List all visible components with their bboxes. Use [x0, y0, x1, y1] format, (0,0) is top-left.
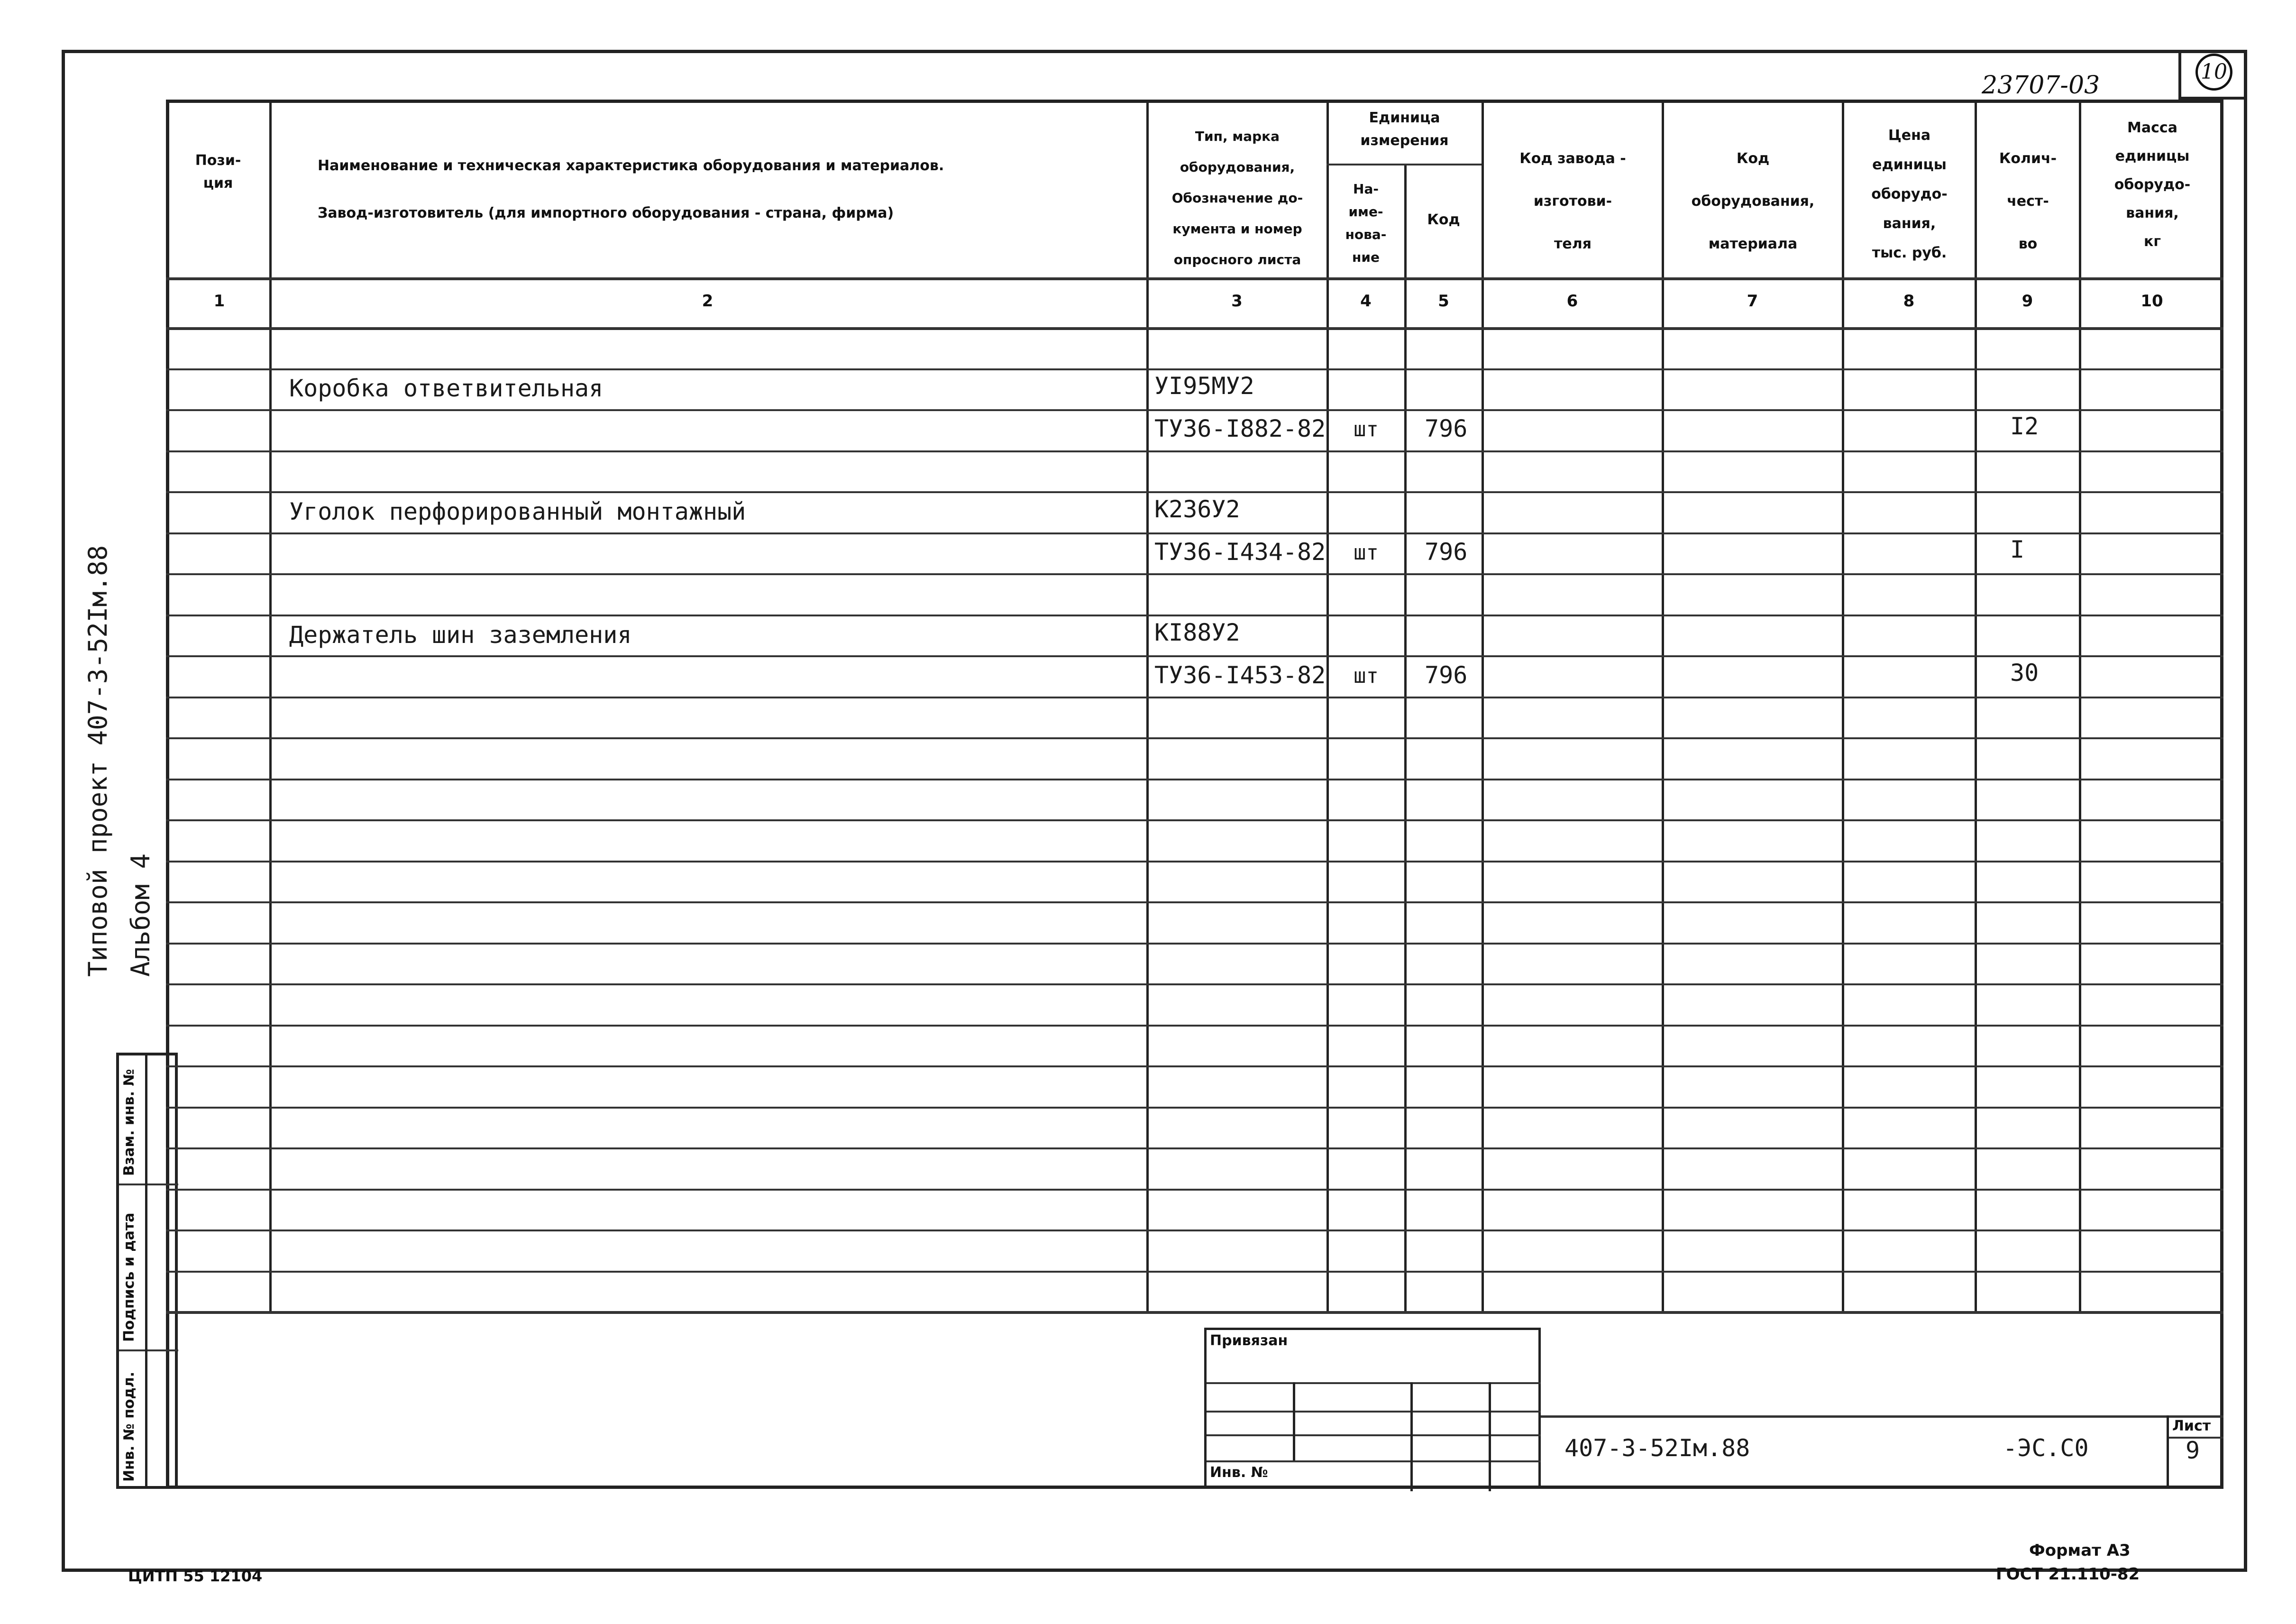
- row2-type: ТУ36-I882-82: [1154, 415, 1326, 442]
- table-row-line: [166, 655, 2223, 657]
- header-col8: Цена единицы оборудо- вания, тыс. руб.: [1871, 127, 1948, 261]
- doc-code: 407-3-52Iм.88: [1564, 1434, 1750, 1462]
- row2-qty: I2: [2010, 413, 2039, 440]
- table-row-line: [166, 615, 2223, 616]
- printer-label: ЦИТП 55 12104: [128, 1567, 263, 1585]
- table-row-line: [166, 1271, 2223, 1273]
- archive-number: 23707-03: [1982, 71, 2100, 100]
- colnum-5: 5: [1438, 292, 1449, 311]
- table-row-line: [166, 450, 2223, 452]
- table-row-line: [166, 737, 2223, 739]
- row6-type: ТУ36-I453-82: [1154, 661, 1326, 689]
- table-row-line: [166, 819, 2223, 821]
- row4-code: 796: [1425, 538, 1468, 566]
- colnum-1: 1: [213, 292, 225, 311]
- row3-name: Уголок перфорированный монтажный: [289, 498, 746, 525]
- table-row-line: [166, 409, 2223, 411]
- row6-code: 796: [1425, 661, 1468, 689]
- table-row-line: [166, 491, 2223, 493]
- table-row-line: [166, 573, 2223, 575]
- format-label: Формат А3: [2029, 1541, 2131, 1560]
- colnum-6: 6: [1566, 292, 1578, 311]
- table-row-line: [166, 861, 2223, 862]
- title-top-line: [1541, 1415, 2223, 1418]
- header-col6: Код завода - изготови- теля: [1519, 150, 1626, 252]
- sheet-number: 9: [2186, 1437, 2200, 1464]
- row2-code: 796: [1425, 415, 1468, 442]
- colnum-3: 3: [1231, 292, 1243, 311]
- header-col5: Код: [1427, 211, 1460, 228]
- table-row-line: [166, 1107, 2223, 1109]
- stamp-inv-label: Инв. № подл.: [121, 1371, 137, 1482]
- row6-unit: шт: [1354, 664, 1379, 688]
- header-unit-group: Единица измерения: [1360, 110, 1449, 149]
- row4-unit: шт: [1354, 541, 1379, 565]
- table-row-line: [166, 1189, 2223, 1191]
- header-col1: Пози- ция: [195, 152, 241, 192]
- colnum-7: 7: [1747, 292, 1758, 311]
- colnum-4: 4: [1360, 292, 1372, 311]
- row4-qty: I: [2010, 536, 2025, 563]
- colnum-9: 9: [2022, 292, 2033, 311]
- table-row-line: [166, 983, 2223, 985]
- colnum-bottom-line: [166, 327, 2223, 330]
- side-album-label: Альбом 4: [126, 853, 156, 977]
- row2-unit: шт: [1354, 417, 1379, 441]
- colnum-8: 8: [1903, 292, 1915, 311]
- row1-type: УI95МУ2: [1154, 372, 1254, 400]
- table-row-line: [166, 1229, 2223, 1231]
- header-col10: Масса единицы оборудо- вания, кг: [2114, 119, 2191, 250]
- row6-qty: 30: [2010, 659, 2039, 687]
- header-col4: На- име- нова- ние: [1345, 181, 1387, 265]
- side-project-label: Типовой проект 407-3-52Iм.88: [83, 545, 113, 977]
- unit-group-line: [1326, 164, 1482, 165]
- sheet-mark-circle: 10: [2195, 54, 2232, 91]
- table-row-line: [166, 697, 2223, 698]
- gost-label: ГОСТ 21.110-82: [1996, 1565, 2140, 1584]
- table-row-line: [166, 943, 2223, 945]
- table-bottom-line: [166, 1311, 2223, 1314]
- header-col7: Код оборудования, материала: [1691, 150, 1815, 252]
- row4-type: ТУ36-I434-82: [1154, 538, 1326, 566]
- table-row-line: [166, 901, 2223, 903]
- table-row-line: [166, 1147, 2223, 1149]
- header-col2: Наименование и техническая характеристика оборудования и материалов. Завод-изготовитель (для импортного оборудования - страна, фирма): [318, 157, 944, 221]
- sheet-label: Лист: [2172, 1418, 2211, 1434]
- table-row-line: [166, 1065, 2223, 1067]
- row1-name: Коробка ответвительная: [289, 375, 604, 402]
- table-row-line: [166, 779, 2223, 780]
- table-row-line: [166, 532, 2223, 534]
- colnum-10: 10: [2140, 292, 2163, 311]
- header-col9: Колич- чест- во: [1999, 150, 2057, 252]
- row3-type: К236У2: [1154, 495, 1240, 523]
- header-col3: Тип, марка оборудования, Обозначение до- кумента и номер опросного листа: [1171, 128, 1303, 267]
- row5-name: Держатель шин заземления: [289, 621, 632, 649]
- table-row-line: [166, 1025, 2223, 1027]
- colnum-2: 2: [702, 292, 713, 311]
- doc-suffix: -ЭС.С0: [2003, 1434, 2089, 1462]
- row5-type: КI88У2: [1154, 619, 1240, 646]
- stamp-vzam-label: Взам. инв. №: [121, 1069, 137, 1176]
- header-bottom-line: [166, 277, 2223, 280]
- stamp-podpis-label: Подпись и дата: [121, 1212, 137, 1342]
- privyazan-label: Привязан: [1210, 1332, 1288, 1349]
- table-row-line: [166, 368, 2223, 370]
- inv-no-label: Инв. №: [1210, 1464, 1268, 1481]
- sheet-mark-box: [2178, 50, 2245, 100]
